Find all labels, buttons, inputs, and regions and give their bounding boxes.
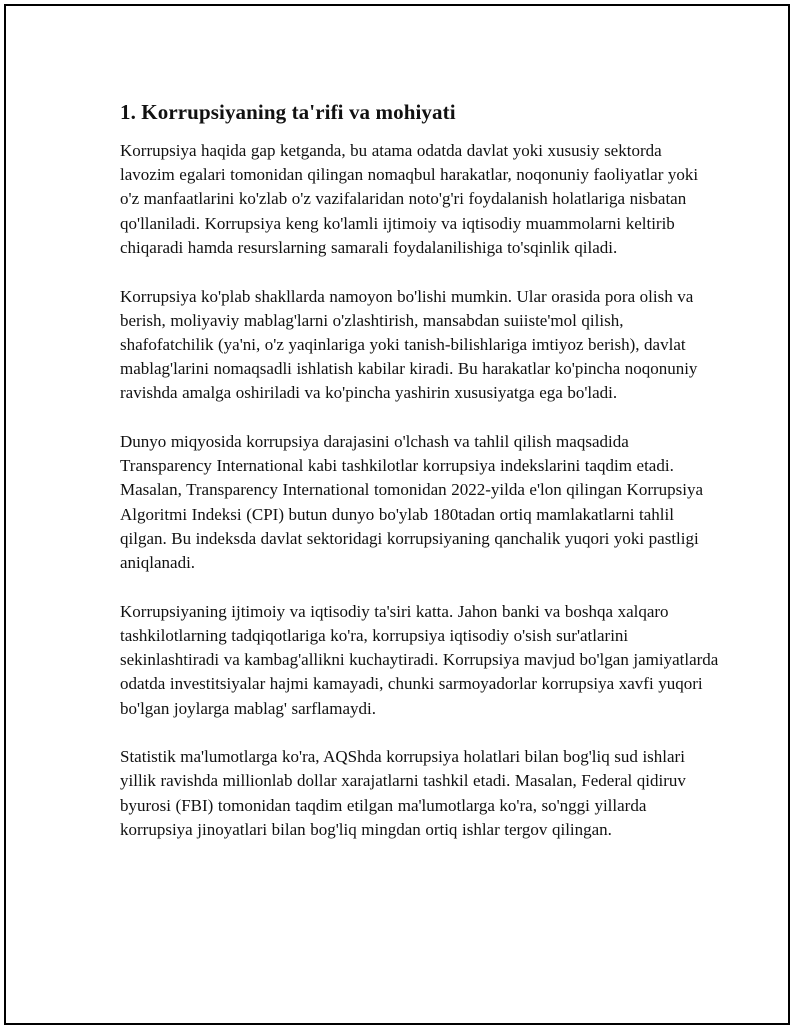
page-frame — [4, 4, 790, 1025]
paragraph-definition: Korrupsiya haqida gap ketganda, bu atama odatda davlat yoki xususiy sektorda lavozim egalari tomonidan qilingan nomaqbul harakatlar, noqonuniy faoliyatlar yoki o'z manfaatlarini ko'zlab o'z vazifalaridan noto'g'ri foydalanish holatlariga nisbatan qo'llaniladi. Korrupsiya keng ko'lamli ijtimoiy va iqtisodiy muammolarni keltirib chiqaradi hamda resurslarning samarali foydalanilishiga to'sqinlik qiladi. — [120, 141, 699, 257]
section-heading: 1. Korrupsiyaning ta'rifi va mohiyati — [120, 100, 456, 124]
document-body — [120, 97, 720, 867]
paragraph-forms: Korrupsiya ko'plab shakllarda namoyon bo'lishi mumkin. Ular orasida pora olish va berish, moliyaviy mablag'larni o'zlashtirish, mansabdan suiiste'mol qilish, shafofatchilik (ya'ni, o'z yaqinlariga yoki tanish-bilishlariga imtiyoz berish), davlat mablag'larini nomaqsadli ishlatish kabilar kiradi. Bu harakatlar ko'pincha noqonuniy ravishda amalga oshiriladi va ko'pincha yashirin xususiyatga ega bo'ladi. — [120, 286, 698, 403]
paragraph-measurement: Dunyo miqyosida korrupsiya darajasini o'lchash va tahlil qilish maqsadida Transparency International kabi tashkilotlar korrupsiya indekslarini taqdim etadi. Masalan, Transparency International tomonidan 2022-yilda e'lon qilingan Korrupsiya Algoritmi Indeksi (CPI) butun dunyo bo'ylab 180tadan ortiq mamlakatlarni tahlil qilgan. Bu indeksda davlat sektoridagi korrupsiyaning qanchalik yuqori yoki pastligi aniqlanadi. — [120, 432, 704, 573]
paragraph-impact: Korrupsiyaning ijtimoiy va iqtisodiy ta'siri katta. Jahon banki va boshqa xalqaro tashkilotlarning tadqiqotlariga ko'ra, korrupsiya iqtisodiy o'sish sur'atlarini sekinlashtiradi va kambag'allikni kuchaytiradi. Korrupsiya mavjud bo'lgan jamiyatlarda odatda investitsiyalar hajmi kamayadi, chunki sarmoyadorlar korrupsiya xavfi yuqori bo'lgan joylarga mablag' sarflamaydi. — [120, 601, 719, 718]
paragraph-statistics: Statistik ma'lumotlarga ko'ra, AQShda korrupsiya holatlari bilan bog'liq sud ishlari yillik ravishda millionlab dollar xarajatlarni tashkil etadi. Masalan, Federal qidiruv byurosi (FBI) tomonidan taqdim etilgan ma'lumotlarga ko'ra, so'nggi yillarda korrupsiya jinoyatlari bilan bog'liq mingdan ortiq ishlar tergov qilingan. — [120, 747, 686, 839]
